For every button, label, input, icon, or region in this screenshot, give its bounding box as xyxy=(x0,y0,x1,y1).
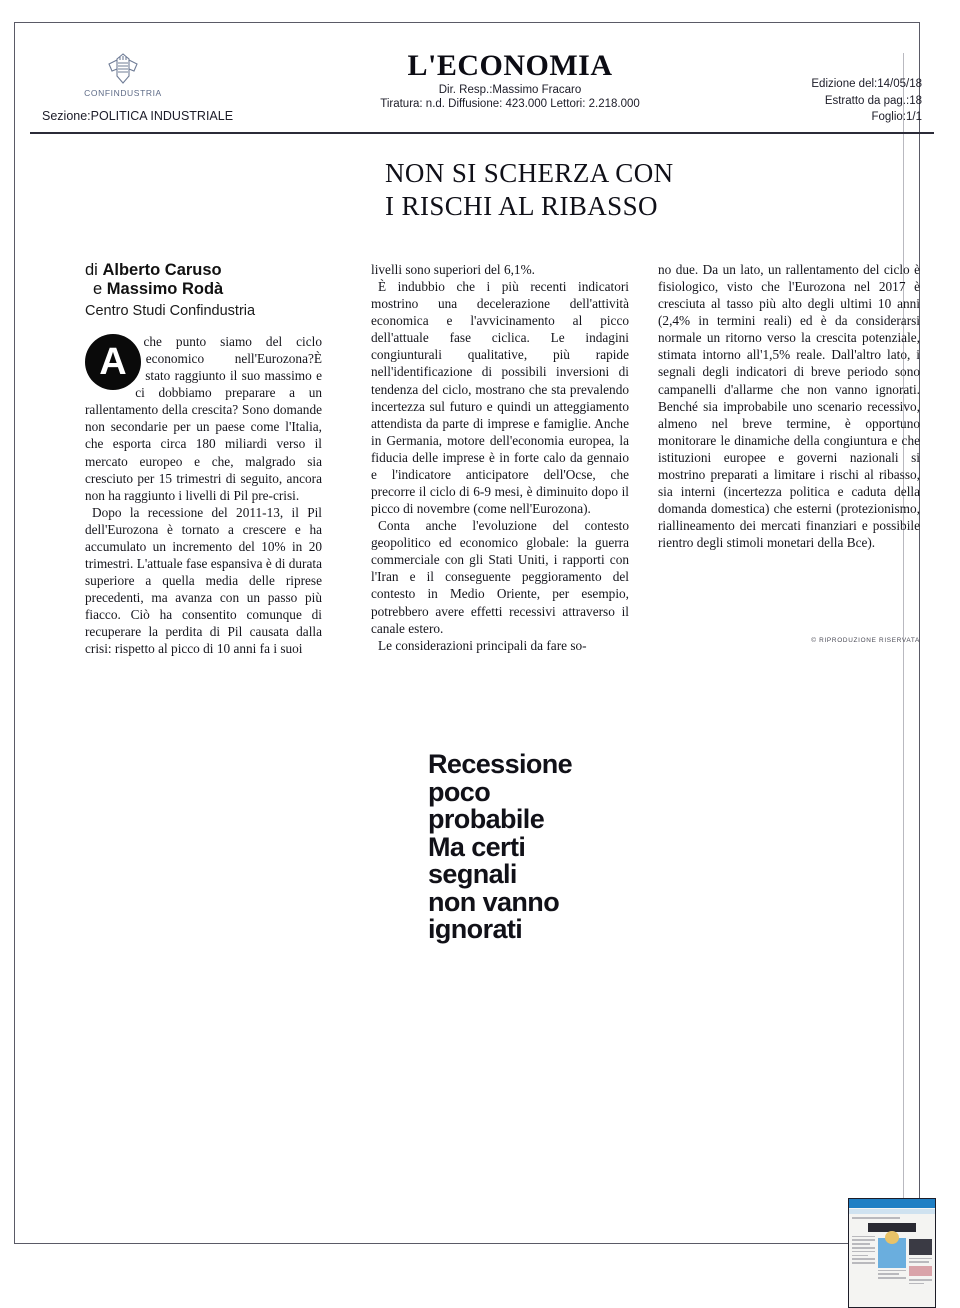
confindustria-logo-block xyxy=(58,51,188,98)
copyright-notice: © RIPRODUZIONE RISERVATA xyxy=(811,637,920,644)
masthead-circulation: Tiratura: n.d. Diffusione: 423.000 Lettori: 2.218.000 xyxy=(380,97,640,110)
drop-cap: A xyxy=(85,334,141,390)
thumbnail-masthead-bar xyxy=(849,1199,935,1208)
paragraph-text: che punto siamo del ciclo economico nell'Eurozona?È stato raggiunto il suo massimo e ci dobbiamo preparare a un rallentamento della crescita? Sono domande non secondarie per un paese come l'Italia, che esporta circa 180 miliardi verso il mercato europeo e che, malgrado sia cresciuto per 15 trimestri di seguito, ancora non ha raggiunto i livelli di Pil pre-crisi. xyxy=(85,334,322,503)
masthead-director: Dir. Resp.:Massimo Fracaro xyxy=(438,83,582,96)
pull-quote-line: segnali xyxy=(428,859,517,890)
pull-quote-line: poco xyxy=(428,776,491,807)
paragraph xyxy=(85,504,322,658)
thumbnail-highlight-block xyxy=(909,1266,932,1276)
paragraph xyxy=(371,637,629,654)
article-column-1 xyxy=(85,333,322,657)
article-column-3 xyxy=(658,261,920,551)
paragraph-text: Le considerazioni principali da fare so- xyxy=(378,637,587,653)
article-body xyxy=(30,135,934,1267)
byline-conjunction: e xyxy=(93,280,103,299)
masthead xyxy=(300,50,720,110)
pull-quote-line: probabile xyxy=(428,804,545,835)
paragraph xyxy=(85,333,322,504)
issue-info xyxy=(811,76,922,126)
clipping-header xyxy=(30,46,934,134)
clipping-page-frame xyxy=(14,22,920,1244)
masthead-title: L'ECONOMIA xyxy=(407,49,613,82)
thumbnail-columns xyxy=(852,1236,932,1287)
pull-quote-line: non vanno xyxy=(428,886,560,917)
page-thumbnail xyxy=(848,1198,936,1308)
issue-edition: Edizione del:14/05/18 xyxy=(811,78,922,90)
paragraph xyxy=(371,517,629,637)
paragraph-text: Dopo la recessione del 2011-13, il Pil dell'Eurozona è tornato a crescere e ha accumulato un incremento del 10% in 20 trimestri. L'attuale fase espansiva è di durata superiore a quella media delle riprese precedenti, ma avanza con un passo più fiacco. Ciò ha consentito comunque di recuperare la perdita di Pil causata dalla crisi: rispetto al picco di 10 anni fa i suoi xyxy=(85,504,322,657)
byline xyxy=(85,261,315,319)
confindustria-eagle-icon xyxy=(106,51,140,87)
thumbnail-photo xyxy=(878,1238,906,1268)
byline-authors-line-1 xyxy=(85,261,315,280)
pull-quote xyxy=(428,751,658,944)
byline-authors-line-2 xyxy=(85,280,315,299)
pull-quote-line: Ma certi xyxy=(428,831,526,862)
logo-wordmark: CONFINDUSTRIA xyxy=(84,88,162,98)
paragraph-text: livelli sono superiori del 6,1%. xyxy=(371,262,535,277)
issue-extract-page: Estratto da pag.:18 xyxy=(824,94,922,107)
article-column-2 xyxy=(371,261,629,654)
byline-author-1: Alberto Caruso xyxy=(102,261,222,279)
thumbnail-body xyxy=(849,1214,935,1290)
section-label: Sezione:POLITICA INDUSTRIALE xyxy=(42,109,234,123)
article-headline: NON SI SCHERZA CON I RISCHI AL RIBASSO xyxy=(385,158,674,221)
paragraph-text: no due. Da un lato, un rallentamento del ciclo è fisiologico, visto che l'Eurozona nel 2017 è cresciuta al tasso più alto degli ultimi 10 anni (2,4% in termini reali) ed è da considerarsi normale un ritorno verso la crescita potenziale, stimata intorno all'1,5% reale. Dall'altro lato, i segnali degli indicatori di breve periodo sono campanelli d'allarme che non vanno ignorati. Benché sia improbabile uno scenario recessivo, almeno nel breve termine, è opportuno monitorare le dinamiche della congiuntura e che istituzioni europee e governi nazionali si mostrino preparati a limitare i rischi al ribasso, sia interni (incertezza politica e caduta della domanda domestica) che esterni (protezionismo, riallineamento dei mercati finanziari e possibile rientro degli stimoli monetari della Bce). xyxy=(658,262,920,551)
paragraph xyxy=(371,261,629,278)
paragraph xyxy=(371,278,629,517)
paragraph-text: Conta anche l'evoluzione del contesto geopolitico ed economico globale: la guerra commerciale con gli Stati Uniti, i rapporti con l'Iran e il conseguente peggioramento del contesto in Medio Oriente, per esempio, potrebbero avere effetti recessivi attraverso il canale estero. xyxy=(371,518,629,636)
pull-quote-line: Recessione xyxy=(428,749,573,779)
thumbnail-chart-block xyxy=(909,1239,932,1255)
byline-prefix: di xyxy=(85,261,98,279)
issue-sheet: Foglio:1/1 xyxy=(871,111,922,124)
pull-quote-line: ignorati xyxy=(428,914,523,945)
paragraph xyxy=(658,261,920,551)
byline-organization: Centro Studi Confindustria xyxy=(85,302,256,319)
paragraph-text: È indubbio che i più recenti indicatori mostrino una decelerazione dell'attività economica e l'avvicinamento al picco dell'attuale fase ciclica. Le indagini congiunturali qualitative, più rapide nell'identificazione di possibili inversioni di tendenza del ciclo, mostrano che sta prevalendo incertezza sul futuro e quindi un atteggiamento attendista da parte di imprese e famiglie. Anche in Germania, motore dell'economia europea, la fiducia delle imprese è in forte calo da gennaio e l'indicatore anticipatore dell'Ocse, che precorre il ciclo di 6-9 mesi, è diminuito dopo il picco di novembre (come nell'Eurozona). xyxy=(371,279,629,517)
byline-author-2: Massimo Rodà xyxy=(106,280,224,299)
